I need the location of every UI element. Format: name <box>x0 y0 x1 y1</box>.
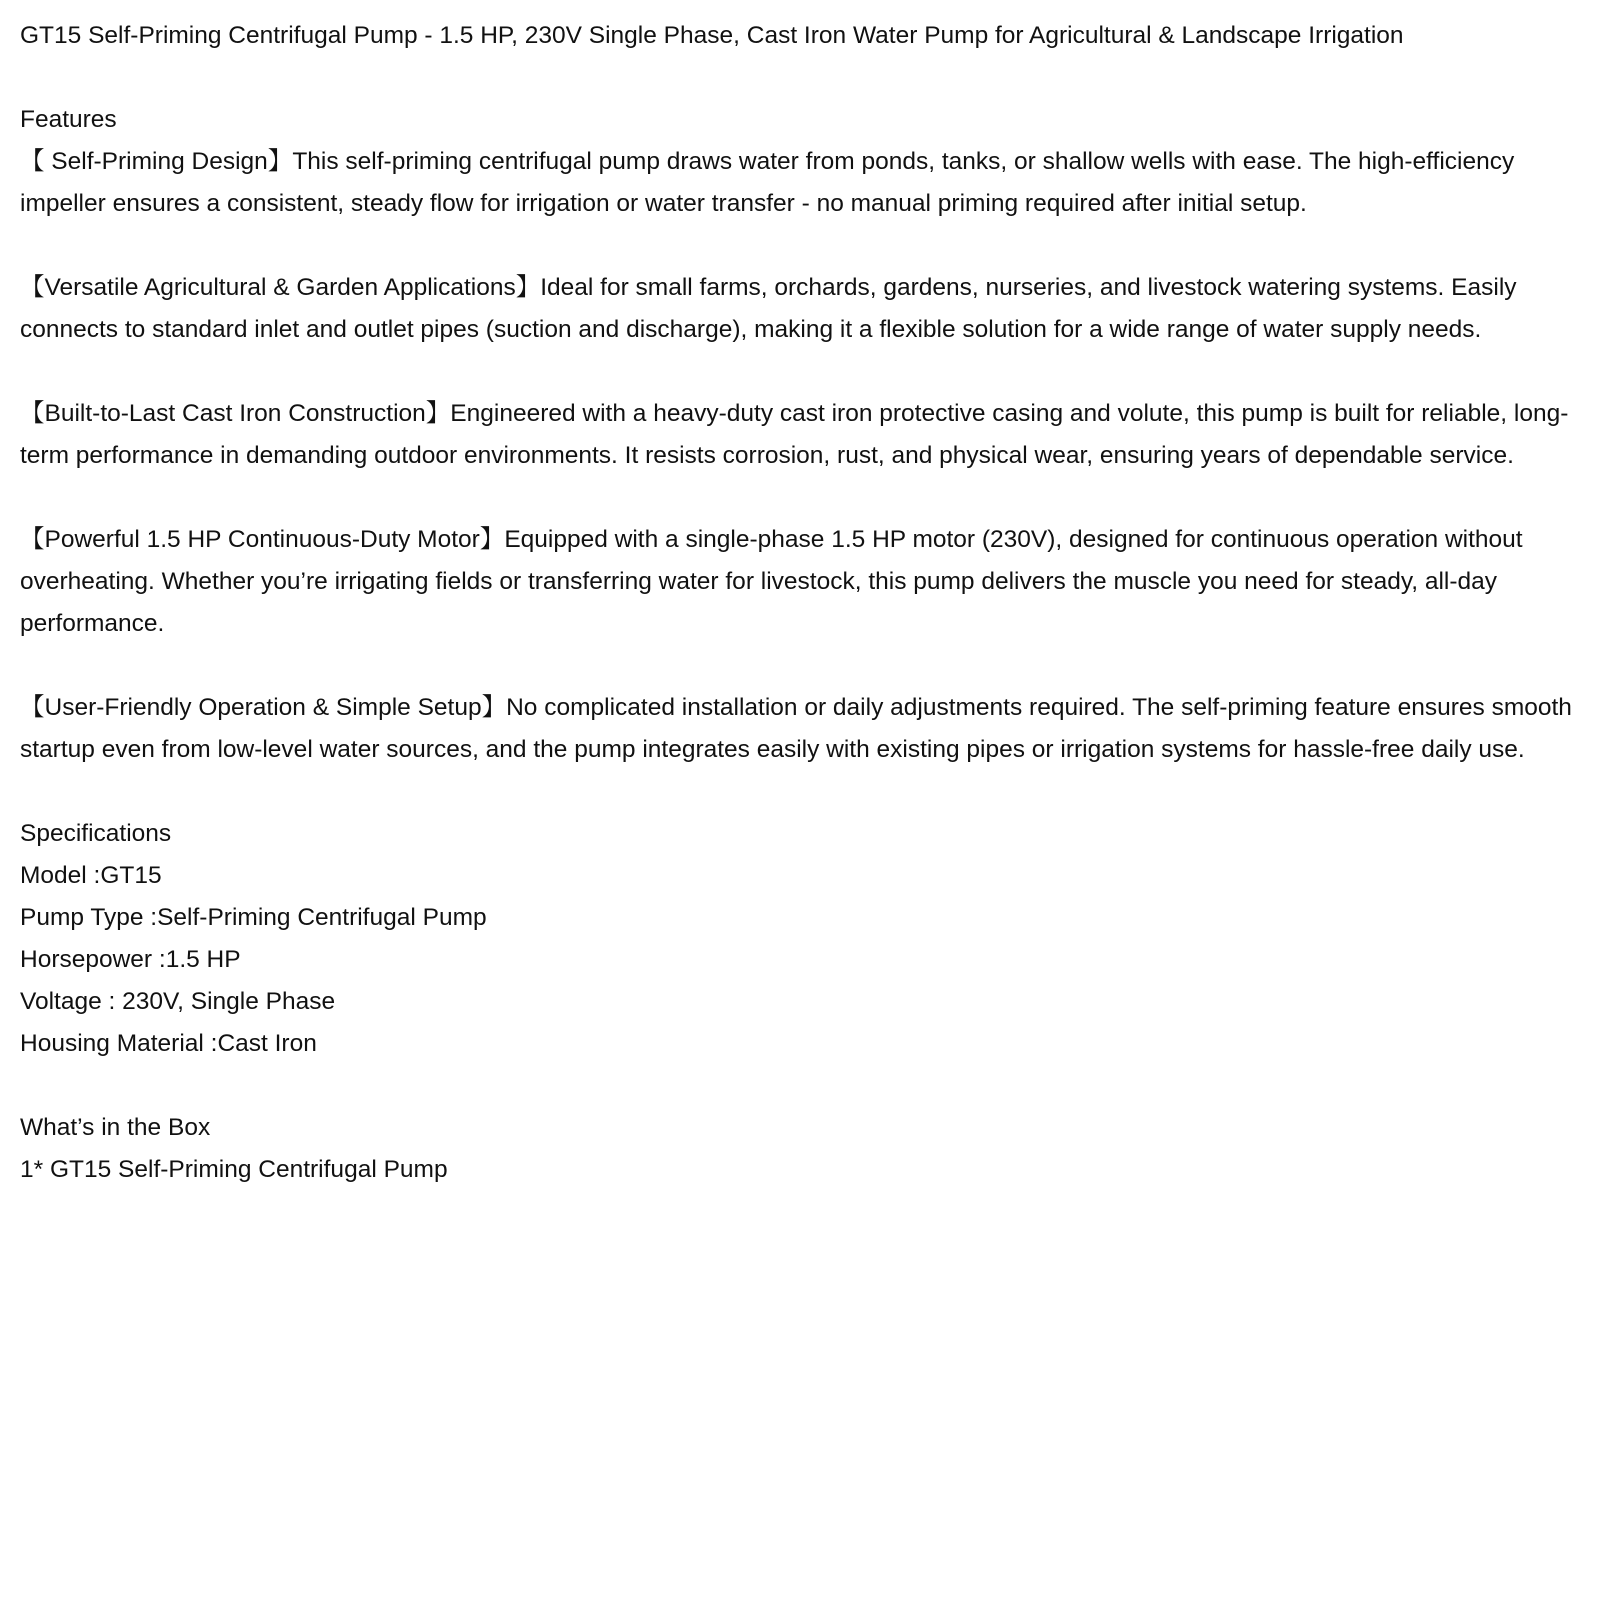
specifications-heading: Specifications <box>20 820 172 847</box>
feature-label: 【Versatile Agricultural & Garden Applications】 <box>20 274 541 301</box>
feature-text: This self-priming centrifugal pump draws water from ponds, tanks, or shallow wells with ease. The high-efficiency impeller ensures a consistent, steady flow for irrigation or water transfer - no manual priming required after initial setup. <box>20 148 1515 217</box>
spec-model: Model :GT15 <box>20 862 162 889</box>
feature-text: Engineered with a heavy-duty cast iron protective casing and volute, this pump is built for reliable, long-term performance in demanding outdoor environments. It resists corrosion, rust, and physical wear, ensuring years of dependable service. <box>20 400 1569 469</box>
feature-text: Equipped with a single-phase 1.5 HP motor (230V), designed for continuous operation without overheating. Whether you’re irrigating fields or transferring water for livestock, this pump delivers the muscle you need for steady, all-day performance. <box>20 526 1523 637</box>
spec-housing-material: Housing Material :Cast Iron <box>20 1030 317 1057</box>
feature-item <box>20 519 1585 645</box>
feature-item <box>20 267 1585 351</box>
box-contents-item: 1* GT15 Self-Priming Centrifugal Pump <box>20 1156 448 1183</box>
feature-label: 【Powerful 1.5 HP Continuous-Duty Motor】 <box>20 526 505 553</box>
feature-label: 【Built-to-Last Cast Iron Construction】 <box>20 400 451 427</box>
feature-item <box>20 687 1585 771</box>
feature-item <box>20 141 1585 225</box>
feature-item <box>20 393 1585 477</box>
features-heading: Features <box>20 106 117 133</box>
feature-label: 【 Self-Priming Design】 <box>20 148 293 175</box>
feature-text: Ideal for small farms, orchards, gardens, nurseries, and livestock watering systems. Easily connects to standard inlet and outlet pipes (suction and discharge), making it a flexible solution for a wide range of water supply needs. <box>20 274 1517 343</box>
feature-label: 【User-Friendly Operation & Simple Setup】 <box>20 694 507 721</box>
feature-text: No complicated installation or daily adjustments required. The self-priming feature ensures smooth startup even from low-level water sources, and the pump integrates easily with existing pipes or irrigation systems for hassle-free daily use. <box>20 694 1572 763</box>
product-description <box>20 15 1585 1191</box>
box-contents-heading: What’s in the Box <box>20 1114 211 1141</box>
spec-horsepower: Horsepower :1.5 HP <box>20 946 241 973</box>
spec-voltage: Voltage : 230V, Single Phase <box>20 988 336 1015</box>
spec-pump-type: Pump Type :Self-Priming Centrifugal Pump <box>20 904 487 931</box>
product-title: GT15 Self-Priming Centrifugal Pump - 1.5 HP, 230V Single Phase, Cast Iron Water Pump for Agricultural & Landscape Irrigation <box>20 22 1404 49</box>
